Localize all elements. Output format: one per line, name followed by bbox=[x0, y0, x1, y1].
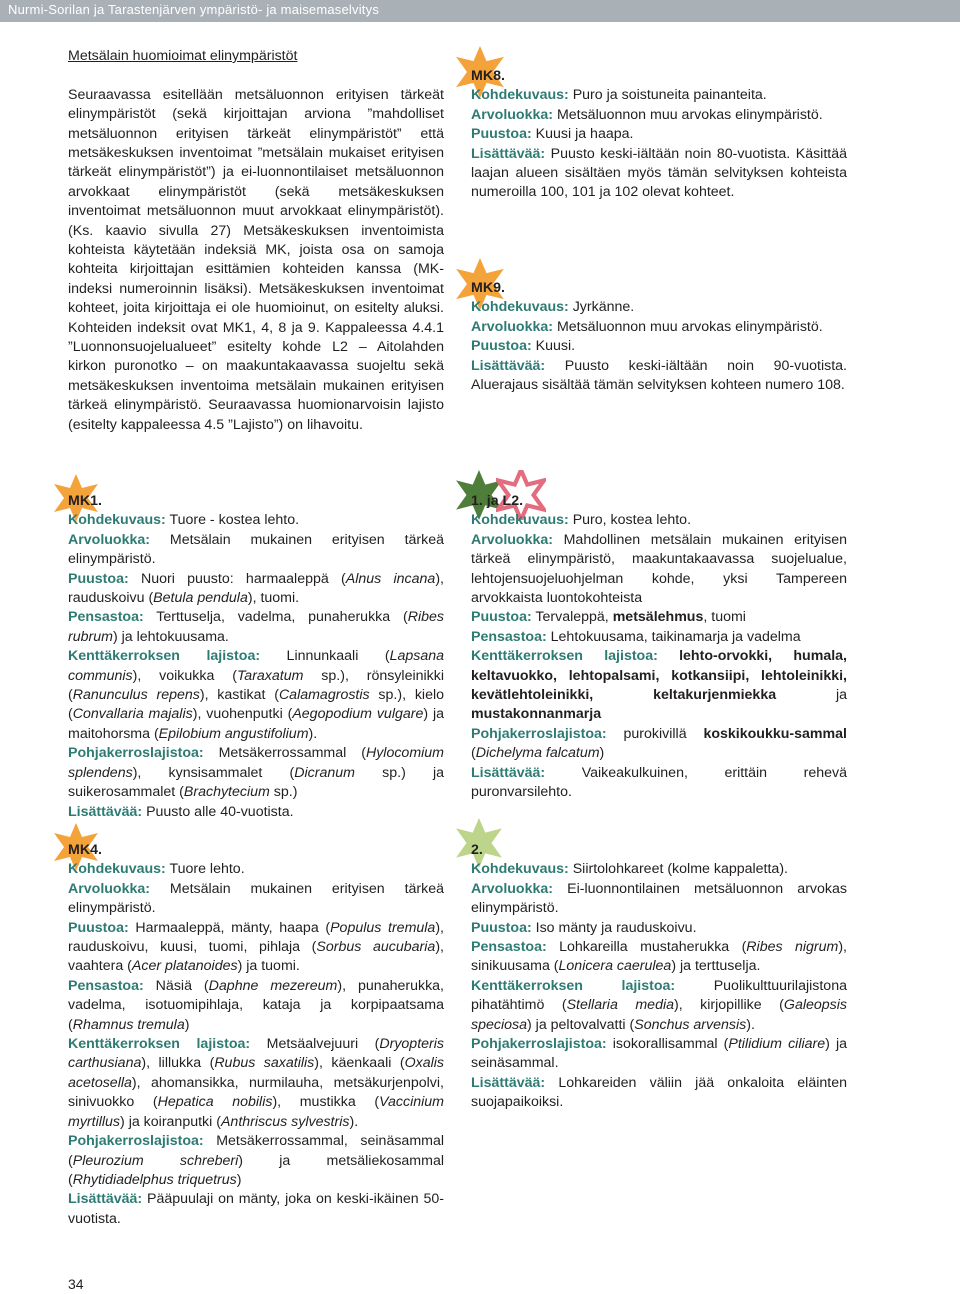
highlighted-species: mustakonnanmarja bbox=[471, 706, 602, 723]
label-lisattavaa: Lisättävää: bbox=[68, 803, 143, 820]
species-name: Hepatica nobilis bbox=[157, 1094, 273, 1111]
section-2 bbox=[471, 841, 847, 1113]
species-name: Hylocomium splendens bbox=[68, 745, 444, 781]
label-puustoa: Puustoa: bbox=[68, 570, 129, 587]
value-text: Näsiä ( bbox=[143, 977, 209, 994]
section-code: MK8. bbox=[471, 68, 505, 84]
header-bar bbox=[0, 0, 960, 22]
value-text: Puolikulttuurilajistona pihatähtimö ( bbox=[471, 977, 847, 1014]
label-puustoa: Puustoa: bbox=[68, 919, 129, 936]
intro-section bbox=[68, 47, 444, 435]
highlighted-species: koskikoukku-sammal bbox=[703, 725, 847, 742]
species-name: Rhytidiadelphus triquetrus bbox=[72, 1171, 237, 1188]
header-title: Nurmi-Sorilan ja Tarastenjärven ympäristö- ja maisemaselvitys bbox=[8, 2, 380, 17]
label-kenttakerros: Kenttäkerroksen lajistoa: bbox=[471, 977, 676, 994]
value-arvoluokka: Ei-luonnontilainen metsäluonnon arvokas elinympäristö. bbox=[471, 880, 847, 917]
value-text: ). bbox=[746, 1016, 755, 1033]
value-text: ) bbox=[236, 1171, 242, 1188]
section-code: 2. bbox=[471, 842, 483, 858]
section-code: 1. ja L2. bbox=[471, 493, 524, 509]
value-text: ) bbox=[184, 1016, 190, 1033]
label-kenttakerros: Kenttäkerroksen lajistoa: bbox=[68, 648, 261, 665]
value-kohdekuvaus: Jyrkänne. bbox=[568, 299, 635, 316]
value-text: Harmaaleppä, mänty, haapa ( bbox=[128, 919, 331, 936]
value-text: ), sinikuusama ( bbox=[471, 939, 847, 975]
label-arvoluokka: Arvoluokka: bbox=[471, 318, 553, 335]
value-pensastoa: Lehtokuusama, taikinamarja ja vadelma bbox=[546, 628, 801, 645]
label-lisattavaa: Lisättävää: bbox=[471, 357, 546, 374]
species-name: Rubus saxatilis bbox=[214, 1055, 315, 1072]
value-lisattavaa: Lohkareiden väliin jää onkaloita eläinten suojapaikoiksi. bbox=[471, 1074, 847, 1111]
species-name: Aegopodium vulgare bbox=[292, 706, 424, 723]
species-name: Taraxatum bbox=[236, 667, 304, 684]
label-pohjakerros: Pohjakerroslajistoa: bbox=[68, 745, 204, 762]
label-pohjakerros: Pohjakerroslajistoa: bbox=[68, 1133, 204, 1150]
value-text: ), kirjopillike ( bbox=[674, 997, 784, 1014]
value-text: ), kynsisammalet ( bbox=[132, 764, 295, 781]
label-arvoluokka: Arvoluokka: bbox=[68, 880, 150, 897]
label-kohdekuvaus: Kohdekuvaus: bbox=[471, 299, 569, 316]
value-text: Lohkareilla mustaherukka ( bbox=[546, 939, 747, 956]
value-lisattavaa: Puusto keski-iältään noin 90-vuotista. Aluerajaus sisältää tämän selvityksen kohteen numero 108. bbox=[471, 357, 847, 394]
value-text: ) ja tuomi. bbox=[237, 958, 300, 975]
species-name: Epilobium angustifolium bbox=[158, 725, 309, 742]
value-kohdekuvaus: Tuore - kostea lehto. bbox=[165, 512, 300, 529]
value-lisattavaa: Puusto alle 40-vuotista. bbox=[142, 803, 294, 820]
label-lisattavaa: Lisättävää: bbox=[471, 764, 546, 781]
value-arvoluokka: Metsäluonnon muu arvokas elinympäristö. bbox=[553, 106, 823, 123]
value-text: ), punaherukka, vadelma, isotuomipihlaja, kataja ja korpipaatsama ( bbox=[68, 977, 444, 1033]
value-arvoluokka: Metsälain mukainen erityisen tärkeä elinympäristö. bbox=[68, 531, 444, 568]
species-name: Betula pendula bbox=[153, 590, 248, 607]
label-arvoluokka: Arvoluokka: bbox=[471, 531, 553, 548]
species-name: Convallaria majalis bbox=[72, 706, 193, 723]
species-name: Rhamnus tremula bbox=[72, 1016, 185, 1033]
value-text: ) ja metsäliekosammal ( bbox=[68, 1152, 444, 1188]
value-text: ), rauduskoivu ( bbox=[68, 570, 444, 607]
species-name: Alnus incana bbox=[345, 570, 436, 587]
label-arvoluokka: Arvoluokka: bbox=[471, 106, 553, 123]
value-text: Metsäkerrossammal ( bbox=[203, 745, 366, 762]
species-name: Daphne mezereum bbox=[208, 977, 338, 994]
species-name: Sorbus aucubaria bbox=[316, 939, 436, 956]
value-puustoa: Kuusi. bbox=[531, 338, 576, 355]
species-name: Galeopsis speciosa bbox=[471, 997, 847, 1033]
value-kohdekuvaus: Puro ja soistuneita painanteita. bbox=[568, 87, 767, 104]
label-arvoluokka: Arvoluokka: bbox=[68, 531, 150, 548]
value-text: Terttuselja, vadelma, punaherukka ( bbox=[143, 609, 408, 626]
value-text: ), tuomi. bbox=[247, 590, 300, 607]
label-pensastoa: Pensastoa: bbox=[68, 609, 144, 626]
value-text: ). bbox=[349, 1113, 359, 1130]
value-text: ), voikukka ( bbox=[132, 667, 237, 684]
species-name: Brachytecium bbox=[183, 784, 270, 801]
highlighted-species: lehto-orvokki, humala, keltavuokko, lehtopalsami, kotkansiipi, lehtoleinikki, kevätlehtoleinikki, keltakurjenmiekka bbox=[471, 648, 847, 704]
value-text: ) bbox=[599, 745, 605, 762]
value-text: sp.), kielo ( bbox=[68, 687, 444, 723]
species-name: Lonicera caerulea bbox=[558, 958, 672, 975]
value-text: ), rauduskoivu, kuusi, tuomi, pihlaja ( bbox=[68, 919, 444, 956]
section-1-l2 bbox=[471, 492, 847, 803]
value-kohdekuvaus: Siirtolohkareet (kolme kappaletta). bbox=[568, 861, 788, 878]
label-kenttakerros: Kenttäkerroksen lajistoa: bbox=[68, 1036, 251, 1053]
value-text: ), mustikka ( bbox=[272, 1094, 380, 1111]
value-lisattavaa: Puusto keski-iältään noin 80-vuotista. Käsittää laajan alueen sisältäen myös tämän selvityksen kohteista numeroilla 100, 101 ja 102 olevat kohteet. bbox=[471, 145, 847, 201]
value-text: ) ja koiranputki ( bbox=[120, 1113, 221, 1130]
label-kenttakerros: Kenttäkerroksen lajistoa: bbox=[471, 648, 658, 665]
value-lisattavaa: Vaikeakulkuinen, erittäin rehevä puronvarsilehto. bbox=[471, 764, 847, 801]
value-text: isokorallisammal ( bbox=[606, 1036, 729, 1053]
label-kohdekuvaus: Kohdekuvaus: bbox=[68, 512, 166, 529]
value-text: , tuomi bbox=[703, 609, 746, 626]
value-text: Metsäalvejuuri ( bbox=[250, 1036, 380, 1053]
species-name: Ribes rubrum bbox=[68, 609, 444, 645]
value-arvoluokka: Metsälain mukainen erityisen tärkeä elinympäristö. bbox=[68, 880, 444, 917]
label-puustoa: Puustoa: bbox=[471, 609, 532, 626]
value-puustoa: Kuusi ja haapa. bbox=[531, 126, 634, 143]
value-text: ), käenkaali ( bbox=[314, 1055, 405, 1072]
label-pohjakerros: Pohjakerroslajistoa: bbox=[471, 1036, 607, 1053]
value-text: sp.) ja suikerosammalet ( bbox=[68, 764, 445, 801]
species-name: Lapsana communis bbox=[68, 648, 444, 684]
section-code: MK1. bbox=[68, 493, 102, 509]
section-mk8 bbox=[471, 67, 847, 203]
label-pensastoa: Pensastoa: bbox=[471, 628, 547, 645]
value-puustoa: Iso mänty ja rauduskoivu. bbox=[531, 919, 697, 936]
value-text: sp.) bbox=[269, 784, 298, 801]
value-arvoluokka: Mahdollinen metsälain mukainen erityisen tärkeä elinympäristö, maakuntakaavassa suojelualue, lehtojensuojeluohjelman kohde, yksi Tampereen arvokkaista luontokohteista bbox=[471, 531, 847, 607]
value-text: ) ja peltovalvatti ( bbox=[527, 1016, 635, 1033]
value-text: Tervaleppä, bbox=[531, 609, 613, 626]
label-lisattavaa: Lisättävää: bbox=[471, 145, 546, 162]
value-text: ), kastikat ( bbox=[199, 687, 279, 704]
species-name: Oxalis acetosella bbox=[68, 1055, 445, 1091]
section-code: MK9. bbox=[471, 280, 505, 296]
species-name: Dicranum bbox=[294, 764, 355, 781]
section-mk9 bbox=[471, 279, 847, 395]
label-arvoluokka: Arvoluokka: bbox=[471, 880, 553, 897]
species-name: Dryopteris carthusiana bbox=[68, 1036, 444, 1072]
species-name: Anthriscus sylvestris bbox=[220, 1113, 350, 1130]
value-arvoluokka: Metsäluonnon muu arvokas elinympäristö. bbox=[553, 318, 823, 335]
highlighted-species: metsälehmus bbox=[612, 609, 704, 626]
value-text: ), lillukka ( bbox=[141, 1055, 215, 1072]
label-kohdekuvaus: Kohdekuvaus: bbox=[471, 512, 569, 529]
label-lisattavaa: Lisättävää: bbox=[68, 1191, 143, 1208]
section-mk1 bbox=[68, 492, 444, 822]
species-name: Vaccinium myrtillus bbox=[68, 1094, 444, 1130]
value-text: ) ja maitohorsma ( bbox=[68, 706, 444, 742]
label-lisattavaa: Lisättävää: bbox=[471, 1074, 546, 1091]
value-kohdekuvaus: Tuore lehto. bbox=[165, 861, 245, 878]
section-heading: Metsälain huomioimat elinympäristöt bbox=[68, 48, 298, 64]
value-text: sp.), rönsyleinikki ( bbox=[68, 667, 444, 704]
species-name: Ptilidium ciliare bbox=[728, 1036, 826, 1053]
value-text: purokivillä bbox=[606, 725, 704, 742]
species-name: Acer platanoides bbox=[131, 958, 238, 975]
section-code: MK4. bbox=[68, 842, 102, 858]
label-pensastoa: Pensastoa: bbox=[68, 977, 144, 994]
value-text: ) ja seinäsammal. bbox=[471, 1036, 848, 1072]
label-puustoa: Puustoa: bbox=[471, 338, 532, 355]
value-lisattavaa: Pääpuulaji on mänty, joka on keski-ikäinen 50-vuotista. bbox=[68, 1191, 444, 1227]
label-pohjakerros: Pohjakerroslajistoa: bbox=[471, 725, 607, 742]
value-text: Linnunkaali ( bbox=[260, 648, 390, 665]
label-kohdekuvaus: Kohdekuvaus: bbox=[471, 861, 569, 878]
species-name: Calamagrostis bbox=[278, 687, 370, 704]
value-text: ), ahomansikka, nurmilauha, metsäkurjenpolvi, sinivuokko ( bbox=[68, 1074, 444, 1111]
value-text: ( bbox=[471, 745, 476, 762]
value-text: Nuori puusto: harmaaleppä ( bbox=[128, 570, 346, 587]
label-pensastoa: Pensastoa: bbox=[471, 939, 547, 956]
page-number: 34 bbox=[68, 1276, 84, 1292]
value-text: Metsäkerrossammal, seinäsammal ( bbox=[68, 1133, 444, 1169]
label-puustoa: Puustoa: bbox=[471, 126, 532, 143]
value-text: ), vuohenputki ( bbox=[192, 706, 293, 723]
label-puustoa: Puustoa: bbox=[471, 919, 532, 936]
species-name: Pleurozium schreberi bbox=[72, 1152, 239, 1169]
label-kohdekuvaus: Kohdekuvaus: bbox=[68, 861, 166, 878]
species-name: Dichelyma falcatum bbox=[475, 745, 600, 762]
label-kohdekuvaus: Kohdekuvaus: bbox=[471, 87, 569, 104]
value-text: ja bbox=[776, 687, 847, 704]
section-mk4 bbox=[68, 841, 444, 1229]
species-name: Ribes nigrum bbox=[746, 939, 839, 956]
value-text: ). bbox=[308, 725, 318, 742]
species-name: Populus tremula bbox=[330, 919, 436, 936]
species-name: Sonchus arvensis bbox=[634, 1016, 747, 1033]
value-text: ) ja terttuselja. bbox=[671, 958, 761, 975]
species-name: Stellaria media bbox=[566, 997, 674, 1014]
value-text: ) ja lehtokuusama. bbox=[112, 628, 229, 645]
value-kohdekuvaus: Puro, kostea lehto. bbox=[568, 512, 692, 529]
intro-body: Seuraavassa esitellään metsäluonnon erityisen tärkeät elinympäristöt (sekä kirjoittajan arviona ”mahdolliset metsäluonnon erityisen tärkeät elinympäristöt” että metsäkeskuksen inventoimat ”metsälain mukaiset erityisen tärkeät elinympäristöt”) ja ei-luonnontilaiset metsäluonnon arvokkaat elinympäristöt (sekä metsäkeskuksen inventoimat metsäluonnon muut arvokkaat elinympäristöt). (Ks. kaavio sivulla 27) Metsäkeskuksen inventoimista kohteista käytetään indeksiä MK, joista osa on samoja kohteita kirjoittajan esittämien kohteiden kanssa (MK-indeksi numeroinnin lisäksi). Metsäkeskuksen inventoimat kohteet, joita kirjoittaja ei ole huomioinut, on esitelty aluksi. Kohteiden indeksit ovat MK1, 4, 8 ja 9. Kappaleessa 4.4.1 ”Luonnonsuojelualueet” esitelty kohde L2 – Aitolahden kirkon puronotko – on maakuntakaavassa suojeltu sekä metsäkeskuksen inventoima metsälain mukainen erityisen tärkeä elinympäristö. Seuraavassa huomionarvoisin lajisto (esitelty kappaleessa 4.5 ”Lajisto”) on lihavoitu. bbox=[68, 86, 444, 433]
value-text: ), vaahtera ( bbox=[68, 939, 444, 975]
species-name: Ranunculus repens bbox=[72, 687, 200, 704]
